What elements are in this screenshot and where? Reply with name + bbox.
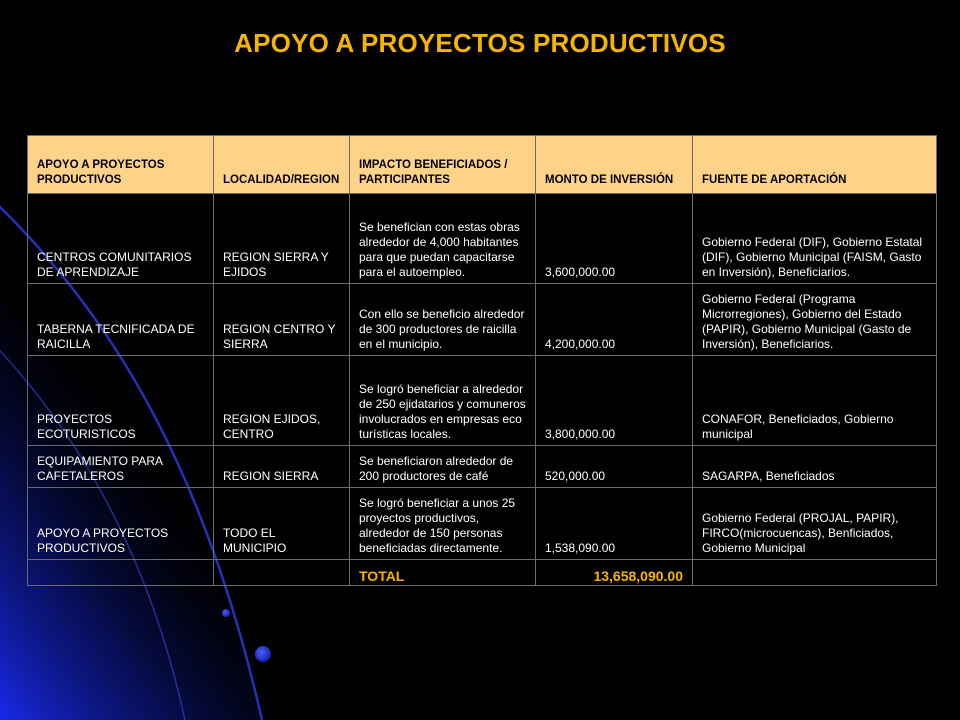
cell-fuente: CONAFOR, Beneficiados, Gobierno municipal [693, 356, 937, 446]
cell-fuente: Gobierno Federal (PROJAL, PAPIR), FIRCO(microcuencas), Benficiados, Gobierno Municipal [693, 488, 937, 560]
cell-proyecto: APOYO A PROYECTOS PRODUCTIVOS [28, 488, 214, 560]
cell-proyecto: CENTROS COMUNITARIOS DE APRENDIZAJE [28, 194, 214, 284]
table-row [28, 284, 937, 356]
projects-table [27, 135, 937, 586]
total-label: TOTAL [350, 560, 536, 586]
cell-impacto: Con ello se beneficio alrededor de 300 productores de raicilla en el municipio. [350, 284, 536, 356]
table-row [28, 194, 937, 284]
total-value: 13,658,090.00 [536, 560, 693, 586]
header-monto: MONTO DE INVERSIÓN [536, 136, 693, 194]
cell-localidad: REGION CENTRO Y SIERRA [214, 284, 350, 356]
cell-fuente: Gobierno Federal (Programa Microrregiones), Gobierno del Estado (PAPIR), Gobierno Municipal (Gasto de Inversión), Beneficiarios. [693, 284, 937, 356]
table-row [28, 446, 937, 488]
cell-monto: 1,538,090.00 [536, 488, 693, 560]
header-localidad: LOCALIDAD/REGION [214, 136, 350, 194]
decorative-dot-small [222, 609, 230, 617]
cell-monto: 3,800,000.00 [536, 356, 693, 446]
cell-fuente: SAGARPA, Beneficiados [693, 446, 937, 488]
cell-impacto: Se logró beneficiar a alrededor de 250 ejidatarios y comuneros involucrados en empresas eco turísticas locales. [350, 356, 536, 446]
cell-monto: 3,600,000.00 [536, 194, 693, 284]
cell-monto: 520,000.00 [536, 446, 693, 488]
cell-proyecto: PROYECTOS ECOTURISTICOS [28, 356, 214, 446]
empty-cell [693, 560, 937, 586]
table-header-row [28, 136, 937, 194]
header-proyecto: APOYO A PROYECTOS PRODUCTIVOS [28, 136, 214, 194]
cell-localidad: REGION SIERRA Y EJIDOS [214, 194, 350, 284]
cell-impacto: Se logró beneficiar a unos 25 proyectos productivos, alrededor de 150 personas beneficiadas directamente. [350, 488, 536, 560]
cell-proyecto: EQUIPAMIENTO PARA CAFETALEROS [28, 446, 214, 488]
cell-monto: 4,200,000.00 [536, 284, 693, 356]
cell-impacto: Se benefician con estas obras alrededor de 4,000 habitantes para que puedan capacitarse para el autoempleo. [350, 194, 536, 284]
empty-cell [28, 560, 214, 586]
header-impacto: IMPACTO BENEFICIADOS / PARTICIPANTES [350, 136, 536, 194]
cell-proyecto: TABERNA TECNIFICADA DE RAICILLA [28, 284, 214, 356]
page-title: APOYO A PROYECTOS PRODUCTIVOS [234, 28, 726, 58]
empty-cell [214, 560, 350, 586]
cell-fuente: Gobierno Federal (DIF), Gobierno Estatal (DIF), Gobierno Municipal (FAISM, Gasto en Inversión), Beneficiarios. [693, 194, 937, 284]
cell-impacto: Se beneficiaron alrededor de 200 productores de café [350, 446, 536, 488]
cell-localidad: TODO EL MUNICIPIO [214, 488, 350, 560]
table-row [28, 488, 937, 560]
cell-localidad: REGION EJIDOS, CENTRO [214, 356, 350, 446]
header-fuente: FUENTE DE APORTACIÓN [693, 136, 937, 194]
total-row [28, 560, 937, 586]
decorative-dot [255, 646, 271, 662]
cell-localidad: REGION SIERRA [214, 446, 350, 488]
table-row [28, 356, 937, 446]
